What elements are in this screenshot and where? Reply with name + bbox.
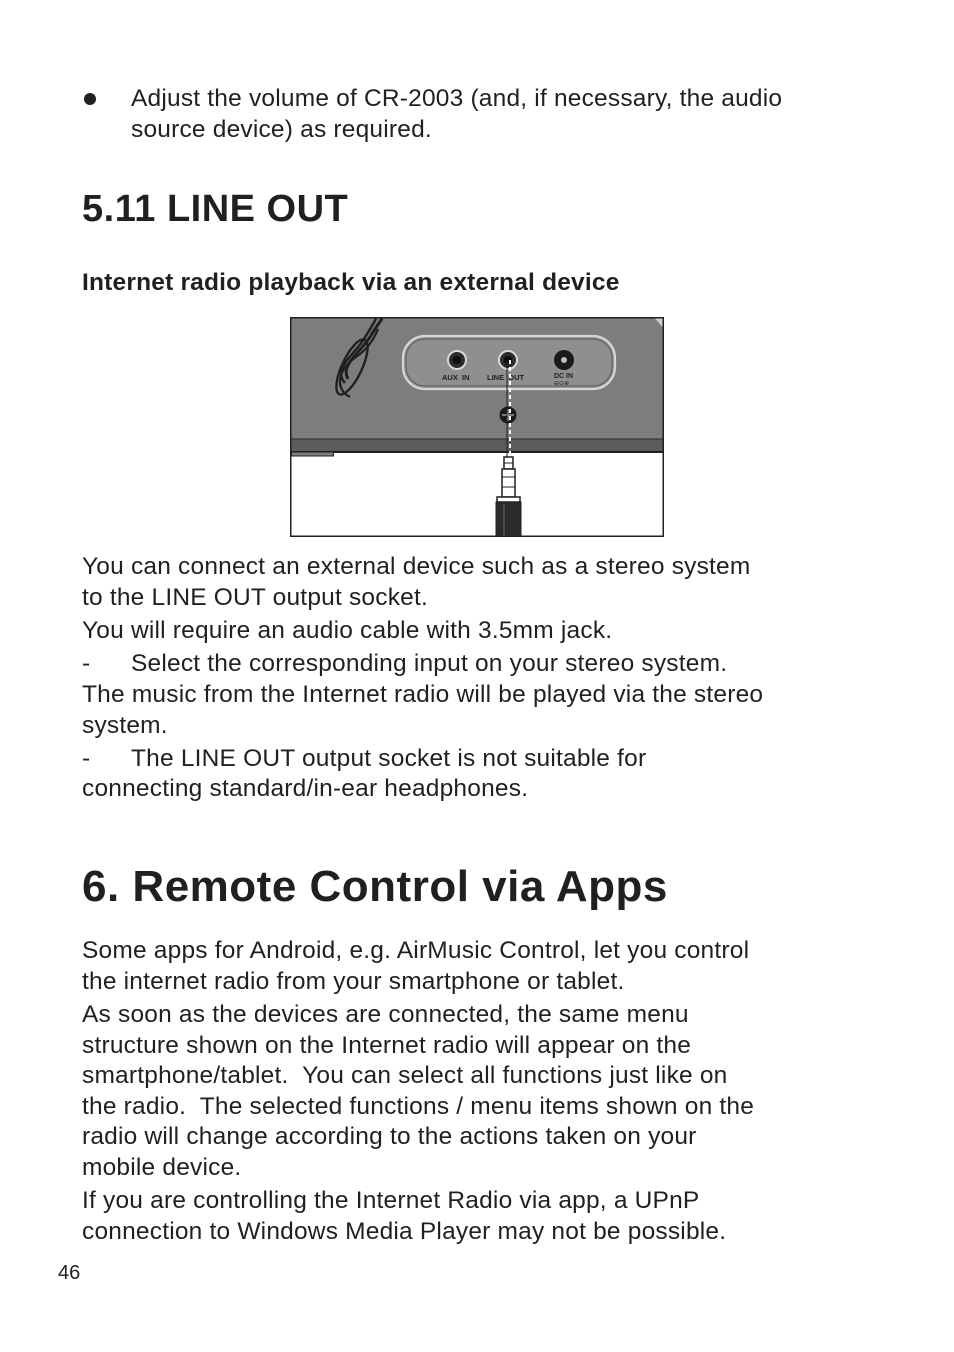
text-line: If you are controlling the Internet Radio via app, a UPnP [82, 1187, 700, 1214]
text-line: the radio. The selected functions / menu items shown on the [82, 1092, 755, 1120]
section-number: 5.11 [82, 188, 156, 230]
chapter-heading-remote-control: 6. Remote Control via Apps [82, 862, 668, 911]
paragraph-apps [82, 936, 892, 997]
dash-item-text: The LINE OUT output socket is not suitable for [131, 745, 647, 772]
section-title: LINE OUT [166, 188, 349, 230]
paragraph-connect [82, 552, 892, 613]
text-line: to the LINE OUT output socket. [82, 583, 428, 611]
text-line: the internet radio from your smartphone or tablet. [82, 967, 625, 995]
paragraph-headphones: connecting standard/in-ear headphones. [82, 775, 529, 802]
bullet-dot [84, 93, 96, 105]
label-line-out: LINE OUT [487, 373, 525, 382]
paragraph-music [82, 680, 892, 741]
text-line: radio will change according to the actions taken on your [82, 1123, 697, 1150]
paragraph-menu-structure [82, 1000, 892, 1183]
paragraph-upnp [82, 1186, 892, 1247]
section-subheading: Internet radio playback via an external device [82, 269, 620, 296]
text-line: structure shown on the Internet radio will appear on the [82, 1031, 692, 1059]
label-dc-in: DC IN [554, 373, 574, 380]
text-line: The music from the Internet radio will be played via the stereo [82, 681, 764, 708]
line-out-illustration [290, 317, 664, 537]
bullet-text [131, 84, 921, 145]
label-aux-in: AUX IN [442, 373, 470, 382]
paragraph-cable: You will require an audio cable with 3.5mm jack. [82, 617, 613, 644]
text-line: You can connect an external device such as a stereo system [82, 553, 751, 580]
dash-marker: - [82, 650, 91, 677]
text-line: smartphone/tablet. You can select all functions just like on [82, 1062, 728, 1089]
dash-item-text: Select the corresponding input on your stereo system. [131, 650, 728, 677]
dash-item-select-input [82, 649, 892, 680]
text-line: system. [82, 711, 168, 739]
text-line: mobile device. [82, 1153, 242, 1181]
dash-marker: - [82, 745, 91, 772]
text-line: connection to Windows Media Player may not be possible. [82, 1217, 727, 1245]
page-number: 46 [58, 1262, 81, 1284]
text-line: Some apps for Android, e.g. AirMusic Control, let you control [82, 937, 750, 964]
dash-item-not-suitable [82, 744, 892, 775]
text-line: As soon as the devices are connected, the same menu [82, 1001, 689, 1028]
svg-text:⊖⊙⊕: ⊖⊙⊕ [554, 380, 570, 387]
bullet-line-2: source device) as required. [131, 115, 432, 143]
bullet-line-1: Adjust the volume of CR-2003 (and, if necessary, the audio [131, 85, 783, 112]
section-heading-5-11 [82, 188, 348, 231]
